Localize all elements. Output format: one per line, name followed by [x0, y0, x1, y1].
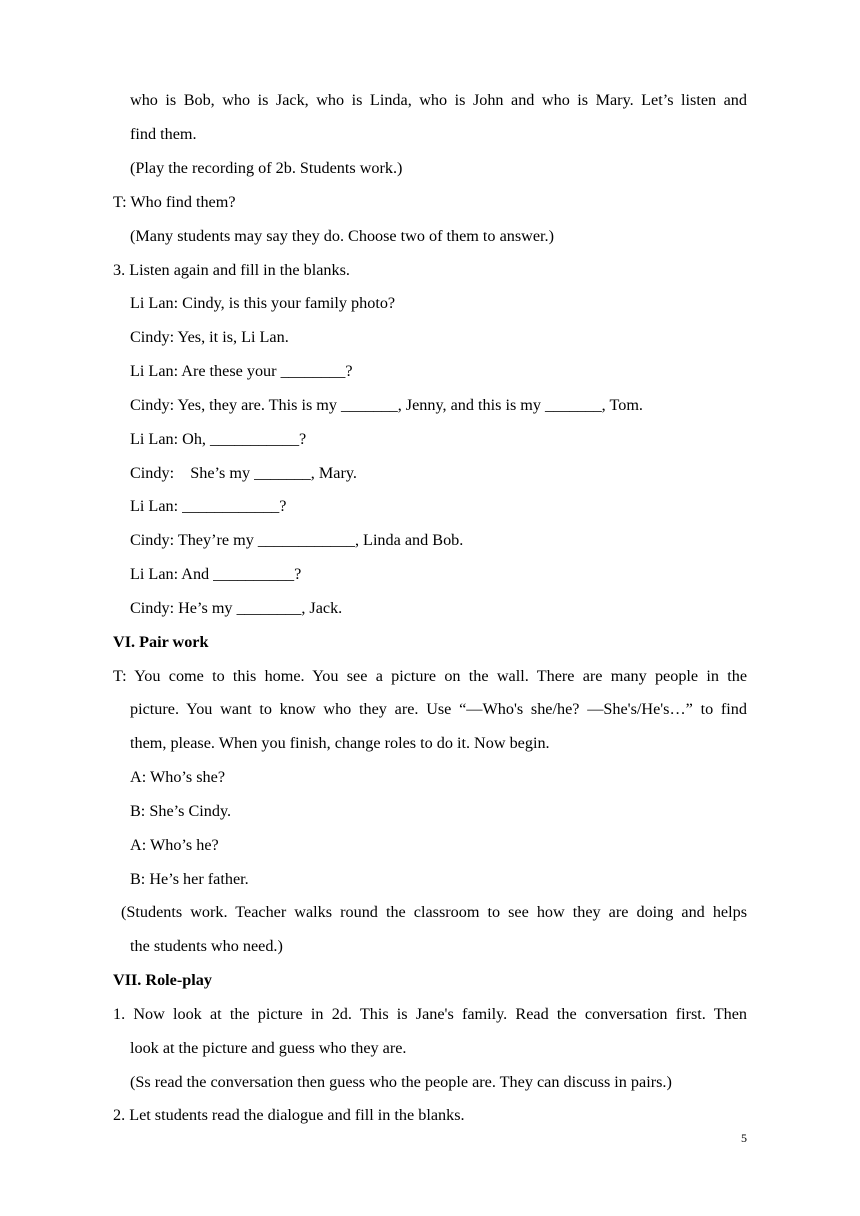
text-line: (Many students may say they do. Choose two of them to answer.) [130, 227, 554, 245]
text-line: look at the picture and guess who they are. [130, 1039, 407, 1057]
dialogue-line: A: Who’s she? [130, 768, 226, 786]
dialogue-line: Li Lan: ____________? [130, 497, 287, 515]
dialogue-line: Cindy: She’s my _______, Mary. [130, 464, 357, 482]
list-item: 2. Let students read the dialogue and fill in the blanks. [113, 1106, 465, 1124]
text-line: (Play the recording of 2b. Students work.) [130, 159, 403, 177]
dialogue-line: Li Lan: Are these your ________? [130, 362, 353, 380]
section-heading: VII. Role-play [113, 971, 212, 989]
dialogue-line: Li Lan: Cindy, is this your family photo? [130, 294, 396, 312]
dialogue-line: Cindy: He’s my ________, Jack. [130, 599, 343, 617]
list-item: 1. Now look at the picture in 2d. This is Jane's family. Read the conversation first. Then [113, 1005, 747, 1023]
dialogue-line: B: She’s Cindy. [130, 802, 232, 820]
page-number: 5 [741, 1131, 747, 1145]
dialogue-line: Cindy: Yes, it is, Li Lan. [130, 328, 289, 346]
dialogue-line: Cindy: They’re my ____________, Linda and Bob. [130, 531, 464, 549]
text-line: T: Who find them? [113, 193, 236, 211]
text-line: who is Bob, who is Jack, who is Linda, who is John and who is Mary. Let’s listen and [130, 91, 747, 109]
text-line: (Ss read the conversation then guess who the people are. They can discuss in pairs.) [130, 1073, 672, 1091]
dialogue-line: Li Lan: And __________? [130, 565, 302, 583]
dialogue-line: B: He’s her father. [130, 870, 249, 888]
text-line: find them. [130, 125, 197, 143]
section-heading: VI. Pair work [113, 633, 209, 651]
text-line: (Students work. Teacher walks round the classroom to see how they are doing and helps [121, 903, 747, 921]
dialogue-line: Cindy: Yes, they are. This is my _______, Jenny, and this is my _______, Tom. [130, 396, 643, 414]
text-line: T: You come to this home. You see a picture on the wall. There are many people in the [113, 667, 747, 685]
dialogue-line: Li Lan: Oh, ___________? [130, 430, 307, 448]
text-line: them, please. When you finish, change roles to do it. Now begin. [130, 734, 550, 752]
text-line: the students who need.) [130, 937, 283, 955]
text-line: picture. You want to know who they are. Use “—Who's she/he? —She's/He's…” to find [130, 700, 747, 718]
dialogue-line: A: Who’s he? [130, 836, 219, 854]
list-item: 3. Listen again and fill in the blanks. [113, 261, 350, 279]
